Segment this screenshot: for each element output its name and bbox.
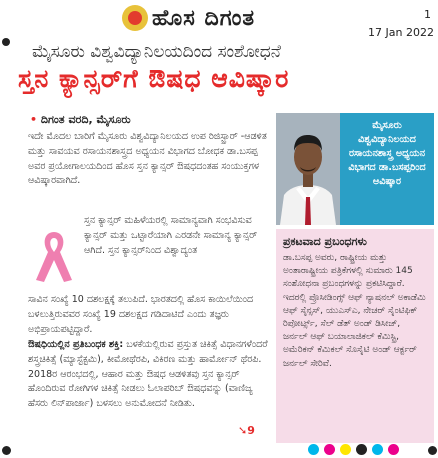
sidebar-title: ಪ್ರಕಟವಾದ ಪ್ರಬಂಧಗಳು <box>283 235 367 248</box>
logo-text: ಹೊಸ ದಿಗಂತ <box>152 5 256 31</box>
color-swatch <box>388 444 399 455</box>
registration-mark <box>428 446 437 455</box>
pink-ribbon-icon <box>30 226 78 286</box>
continued-on-page: ➘9 <box>238 424 255 437</box>
color-swatch <box>356 444 367 455</box>
researcher-photo <box>276 113 340 225</box>
color-swatch <box>324 444 335 455</box>
logo-sun-icon <box>122 5 148 31</box>
newspaper-logo <box>122 4 255 32</box>
article-kicker: ಮೈಸೂರು ವಿಶ್ವವಿದ್ಯಾನಿಲಯದಿಂದ ಸಂಶೋಧನೆ <box>32 42 281 62</box>
byline-bullet-icon: • <box>30 113 38 126</box>
publication-date: 17 Jan 2022 <box>368 26 434 39</box>
color-swatch <box>372 444 383 455</box>
print-color-bar <box>308 444 399 456</box>
sidebar-text: ಡಾ.ಬಸಪ್ಪ ಅವರು, ರಾಷ್ಟ್ರೀಯ ಮತ್ತು ಅಂತಾರಾಷ್ಟ್ರೀಯ ಪತ್ರಿಕೆಗಳಲ್ಲಿ ಸುಮಾರು 145 ಸಂಶೋಧನಾ ಪ್ರಬಂಧಗಳನ್ನು ಪ್ರಕಟಿಸಿದ್ದಾರೆ. ಇದರಲ್ಲಿ ಪ್ರೊಸೀಡಿಂಗ್ಸ್ ಆಫ್ ನ್ಯಾಷನಲ್ ಅಕಾಡೆಮಿ ಆಫ್ ಸೈನ್ಸಸ್, ಯುಎಸ್‌ಎ, ನೇಚರ್ ಸೈಂಟಿಫಿಕ್ ರಿಪೋರ್ಟ್ಸ್, ಸೆಲ್ ಡೆತ್ ಅಂಡ್ ಡಿಸೀಜ್, ಜರ್ನಲ್ ಆಫ್ ಬಯಾಲಾಜಿಕಲ್ ಕೆಮಿಸ್ಟ್ರಿ, ಅಮೆರಿಕನ್ ಕೆಮಿಕಲ್ ಸೊಸೈಟಿ ಅಂಡ್ ಆರ್ಕ್ಟರ್ ಜರ್ನಲ್‌ ಸೇರಿವೆ. <box>283 253 426 369</box>
byline <box>30 113 131 127</box>
article-paragraph-4 <box>28 338 274 438</box>
registration-mark <box>2 38 10 46</box>
article-paragraph-1: ಇದೇ ಮೊದಲ ಬಾರಿಗೆ ಮೈಸೂರು ವಿಶ್ವವಿದ್ಯಾನಿಲಯದ ಉಪ ರಿಜಿಸ್ಟ್ರಾರ್ -ಆಡಳಿತ ಮತ್ತು ಸಾವಯವ ರಸಾಯನಶಾಸ್ತ್ರದ ಅಧ್ಯಯನ ವಿಭಾಗದ ಬೋಧಕ ಡಾ.ಬಸಪ್ಪ ಅವರ ಪ್ರಯೋಗಾಲಯದಿಂದ ಹೊಸ ಸ್ತನ ಕ್ಯಾನ್ಸರ್ ಔಷಧದಂತಹ ಸಂಯುಕ್ತಗಳ ಆವಿಷ್ಕಾರವಾಗಿದೆ. <box>28 131 267 187</box>
registration-mark <box>2 446 11 455</box>
paragraph-4-text: ಬಳಕೆಯಲ್ಲಿರುವ ಪ್ರಸ್ತುತ ಚಿಕಿತ್ಸೆ ವಿಧಾನಗಳೆಂದರೆ ಶಸ್ತ್ರಚಿಕಿತ್ಸೆ (ಮ್ಯಾಸ್ಟೆಕ್ಟಮಿ), ಕೀಮೋಥೆರಪಿ, ವಿಕಿರಣ ಮತ್ತು ಹಾರ್ಮೋನ್ ಥೆರಪಿ. 2018ರ ಆರಂಭದಲ್ಲಿ, ಆಹಾರ ಮತ್ತು ಔಷಧ ಆಡಳಿತವು ಸ್ತನ ಕ್ಯಾನ್ಸರ್ ಹೊಂದಿರುವ ರೋಗಿಗಳ ಚಿಕಿತ್ಸೆ ನೀಡಲು ಓಲಾಪರಿಬ್ ಔಷಧವನ್ನು (ವಾಣಿಜ್ಯ ಹೆಸರು ಲಿನ್‌ಪಾರ್ಜಾ) ಬಳಸಲು ಅನುಮೋದನೆ ನೀಡಿತು. <box>28 339 268 410</box>
color-swatch <box>340 444 351 455</box>
article-paragraph-3: ಸಾವಿನ ಸಂಖ್ಯೆ 10 ದಶಲಕ್ಷಕ್ಕೆ ತಲುಪಿದೆ. ಭಾರತದಲ್ಲಿ ಹೊಸ ಕಾಯಿಲೆಯಿಂದ ಬಳಲುತ್ತಿರುವವರ ಸಂಖ್ಯೆ 19 ದಶಲಕ್ಷದ ಗಡಿದಾಟಿದೆ ಎಂದು ತಜ್ಞರು ಅಭಿಪ್ರಾಯಪಟ್ಟಿದ್ದಾರೆ. <box>28 294 254 335</box>
subhead: ಔಷಧಿಯಲ್ಲಿನ ಪ್ರತಿಬಂಧಕ ಶಕ್ತಿ: <box>28 339 124 350</box>
article-paragraph-2: ಸ್ತನ ಕ್ಯಾನ್ಸರ್ ಮಹಿಳೆಯರಲ್ಲಿ ಸಾಮಾನ್ಯವಾಗಿ ಸಂಭವಿಸುವ ಕ್ಯಾನ್ಸರ್ ಮತ್ತು ಒಟ್ಟಾರೆಯಾಗಿ ಎರಡನೇ ಸಾಮಾನ್ಯ ಕ್ಯಾನ್ಸರ್ ಆಗಿದೆ. ಸ್ತನ ಕ್ಯಾನ್ಸರ್‌ನಿಂದ ವಿಶ್ವಾದ್ಯಂತ <box>84 215 258 256</box>
photo-caption: ಮೈಸೂರು ವಿಶ್ವವಿದ್ಯಾನಿಲಯದ ರಸಾಯನಶಾಸ್ತ್ರ ಅಧ್ಯಯನ ವಿಭಾಗದ ಡಾ.ಬಸಪ್ಪರಿಂದ ಆವಿಷ್ಕಾರ <box>340 113 434 225</box>
page-number: 1 <box>424 8 431 21</box>
masthead <box>0 0 438 38</box>
article-headline: ಸ್ತನ ಕ್ಯಾನ್ಸರ್‌ಗೆ ಔಷಧ ಆವಿಷ್ಕಾರ <box>18 64 290 93</box>
color-swatch <box>308 444 319 455</box>
sidebar-published-papers <box>276 229 434 443</box>
byline-text: ದಿಗಂತ ವರದಿ, ಮೈಸೂರು <box>40 113 131 126</box>
